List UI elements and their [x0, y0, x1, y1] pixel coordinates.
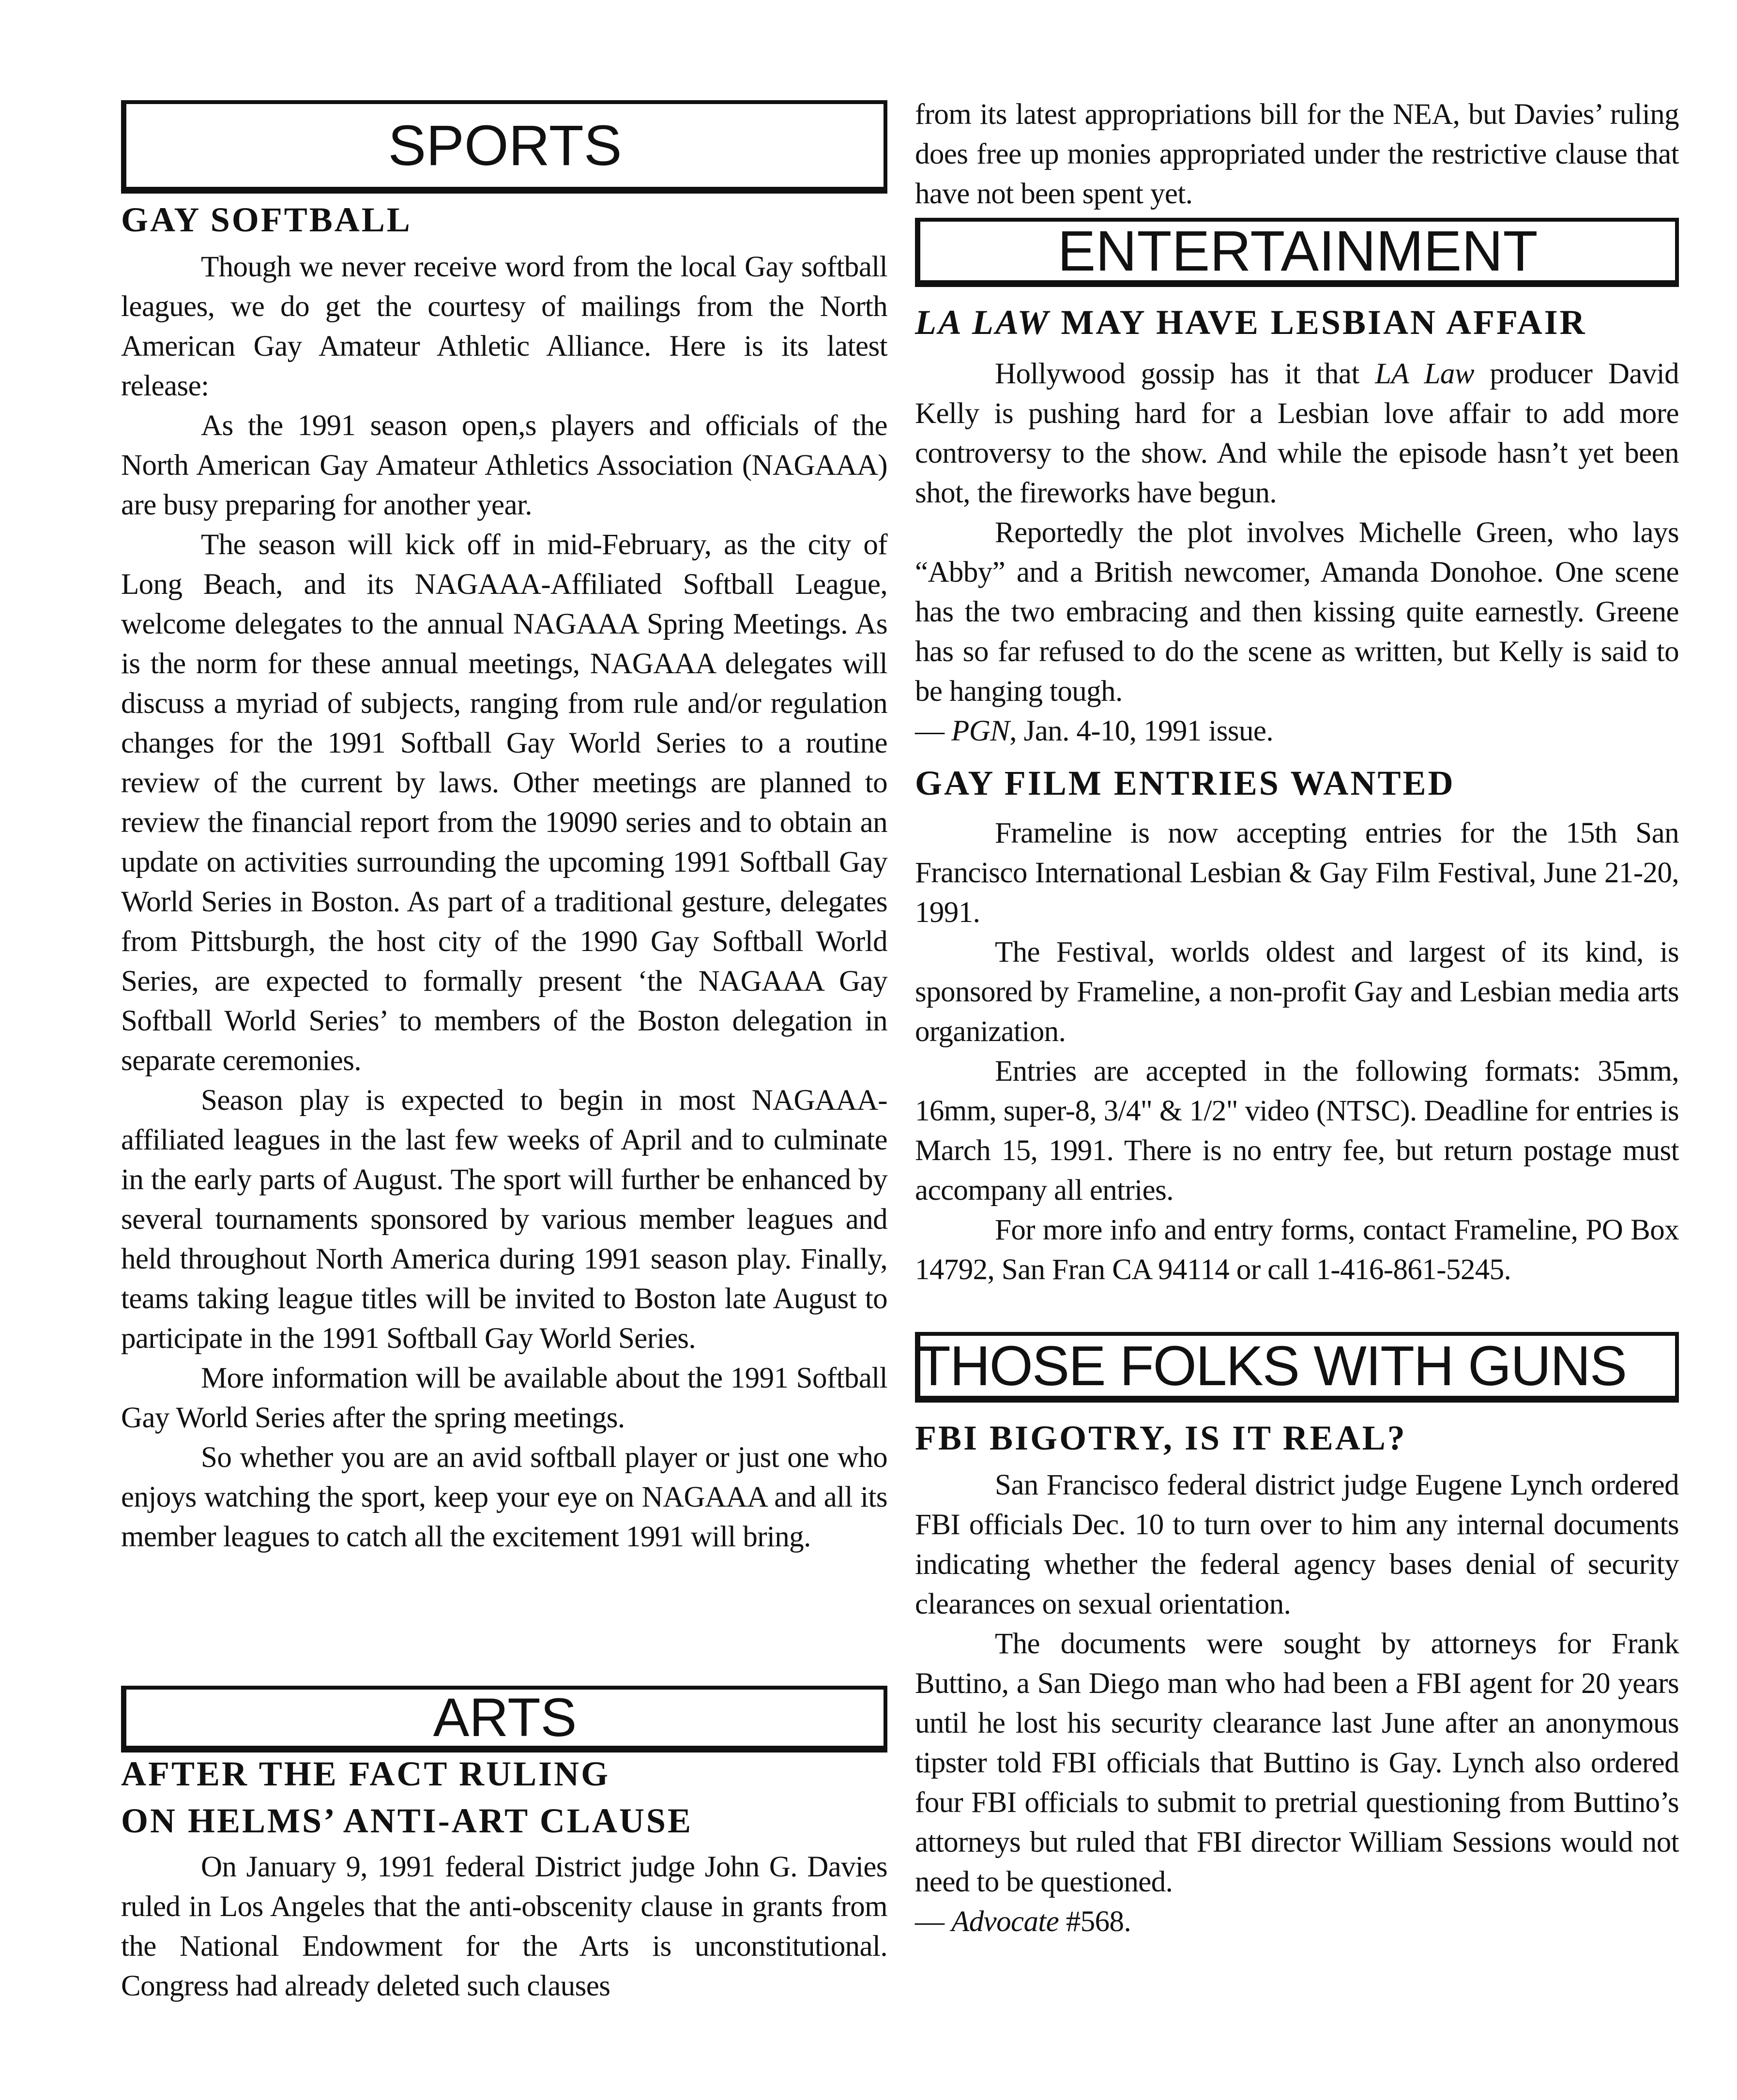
article-paragraph: Entries are accepted in the following formats: 35mm, 16mm, super-8, 3/4" & 1/2" video (NTSC). Deadline for entries is March 15, 1991. There is no entry fee, but return postage must accompany all entries.	[915, 1055, 1679, 1207]
article-paragraph: So whether you are an avid softball player or just one who enjoys watching the sport, keep your eye on NAGAAA and all its member leagues to catch all the excitement 1991 will bring.	[121, 1441, 887, 1553]
source-name: Advocate	[951, 1905, 1059, 1938]
sports-section-header	[121, 100, 887, 194]
source-name: PGN	[951, 715, 1010, 747]
la-law-article	[915, 354, 1679, 751]
article-source	[915, 1902, 1679, 1942]
article-paragraph: Frameline is now accepting entries for the 15th San Francisco International Lesbian & Gay Film Festival, June 21-20, 1991.	[915, 817, 1679, 929]
article-paragraph: San Francisco federal district judge Eugene Lynch ordered FBI officials Dec. 10 to turn over to him any internal documents indicating whether the federal agency bases denial of security clearances on sexual orientation.	[915, 1469, 1679, 1620]
article-paragraph: from its latest appropriations bill for the NEA, but Davies’ ruling does free up monies appropriated under the restrictive clause that have not been spent yet.	[915, 98, 1679, 210]
helms-ruling-continued	[915, 95, 1679, 214]
helms-ruling-headline	[121, 1751, 887, 1844]
article-paragraph: As the 1991 season open,s players and officials of the North American Gay Amateur Athletics Association (NAGAAA) are busy preparing for another year.	[121, 409, 887, 521]
film-entries-headline: GAY FILM ENTRIES WANTED	[915, 764, 1455, 802]
gay-softball-headline: GAY SOFTBALL	[121, 200, 412, 239]
source-date: , Jan. 4-10, 1991 issue.	[1009, 715, 1273, 747]
fbi-bigotry-headline: FBI BIGOTRY, IS IT REAL?	[915, 1419, 1407, 1457]
gay-softball-article	[121, 247, 887, 1557]
show-title: LA Law	[1375, 358, 1474, 390]
dash: —	[915, 1905, 952, 1938]
headline-italic: LA LAW	[915, 303, 1051, 342]
guns-section-header	[915, 1332, 1679, 1403]
sports-section-title: SPORTS	[388, 113, 622, 178]
text: Hollywood gossip has it that	[995, 358, 1375, 390]
entertainment-section-title: ENTERTAINMENT	[1057, 219, 1538, 283]
guns-section-title: THOSE FOLKS WITH GUNS	[916, 1334, 1627, 1397]
article-paragraph: The documents were sought by attorneys for Frank Buttino, a San Diego man who had been a FBI agent for 20 years until he lost his security clearance last June after an anonymous tipster told FBI officials that Buttino is Gay. Lynch also ordered four FBI officials to submit to pretrial questioning from Buttino’s attorneys but ruled that FBI director William Sessions would not need to be questioned.	[915, 1628, 1679, 1898]
article-paragraph: The Festival, worlds oldest and largest of its kind, is sponsored by Frameline, a non-profit Gay and Lesbian media arts organization.	[915, 936, 1679, 1048]
entertainment-section-header	[915, 218, 1679, 287]
article-paragraph: For more info and entry forms, contact Frameline, PO Box 14792, San Fran CA 94114 or call 1-416-861-5245.	[915, 1214, 1679, 1286]
article-paragraph	[915, 354, 1679, 513]
article-paragraph: Reportedly the plot involves Michelle Green, who lays “Abby” and a British newcomer, Amanda Donohoe. One scene has the two embracing and then kissing quite earnestly. Greene has so far refused to do the scene as written, but Kelly is said to be hanging tough.	[915, 516, 1679, 708]
fbi-bigotry-article	[915, 1465, 1679, 1942]
arts-section-title: ARTS	[433, 1687, 577, 1748]
source-issue: #568.	[1059, 1905, 1131, 1938]
article-source	[915, 711, 1679, 751]
article-paragraph: More information will be available about the 1991 Softball Gay World Series after the spring meetings.	[121, 1362, 887, 1434]
film-entries-article	[915, 814, 1679, 1290]
article-paragraph: On January 9, 1991 federal District judge John G. Davies ruled in Los Angeles that the anti-obscenity clause in grants from the National Endowment for the Arts is unconstitutional. Congress had already deleted such clauses	[121, 1851, 887, 2002]
dash: —	[915, 715, 952, 747]
headline-line: ON HELMS’ ANTI-ART CLAUSE	[121, 1801, 693, 1840]
text: producer David Kelly is pushing hard for a Lesbian love affair to add more controversy to the show. And while the episode hasn’t yet been shot, the fireworks have begun.	[915, 358, 1679, 509]
article-paragraph: Season play is expected to begin in most NAGAAA-affiliated leagues in the last few weeks of April and to culminate in the early parts of August. The sport will further be enhanced by several tournaments sponsored by various member leagues and held throughout North America during 1991 season play. Finally, teams taking league titles will be invited to Boston late August to participate in the 1991 Softball Gay World Series.	[121, 1084, 887, 1355]
la-law-headline	[915, 300, 1679, 345]
headline-line: AFTER THE FACT RULING	[121, 1754, 610, 1793]
headline-rest: MAY HAVE LESBIAN AFFAIR	[1061, 303, 1587, 342]
arts-section-header	[121, 1686, 887, 1753]
article-paragraph: Though we never receive word from the local Gay softball leagues, we do get the courtesy of mailings from the North American Gay Amateur Athletic Alliance. Here is its latest release:	[121, 251, 887, 402]
helms-ruling-article	[121, 1847, 887, 2006]
article-paragraph: The season will kick off in mid-February, as the city of Long Beach, and its NAGAAA-Affiliated Softball League, welcome delegates to the annual NAGAAA Spring Meetings. As is the norm for these annual meetings, NAGAAA delegates will discuss a myriad of subjects, ranging from rule and/or regulation changes for the 1991 Softball Gay World Series to a routine review of the current by laws. Other meetings are planned to review the financial report from the 19090 series and to obtain an update on activities surrounding the upcoming 1991 Softball Gay World Series in Boston. As part of a traditional gesture, delegates from Pittsburgh, the host city of the 1990 Gay Softball World Series, are expected to formally present ‘the NAGAAA Gay Softball World Series’ to members of the Boston delegation in separate ceremonies.	[121, 529, 887, 1077]
